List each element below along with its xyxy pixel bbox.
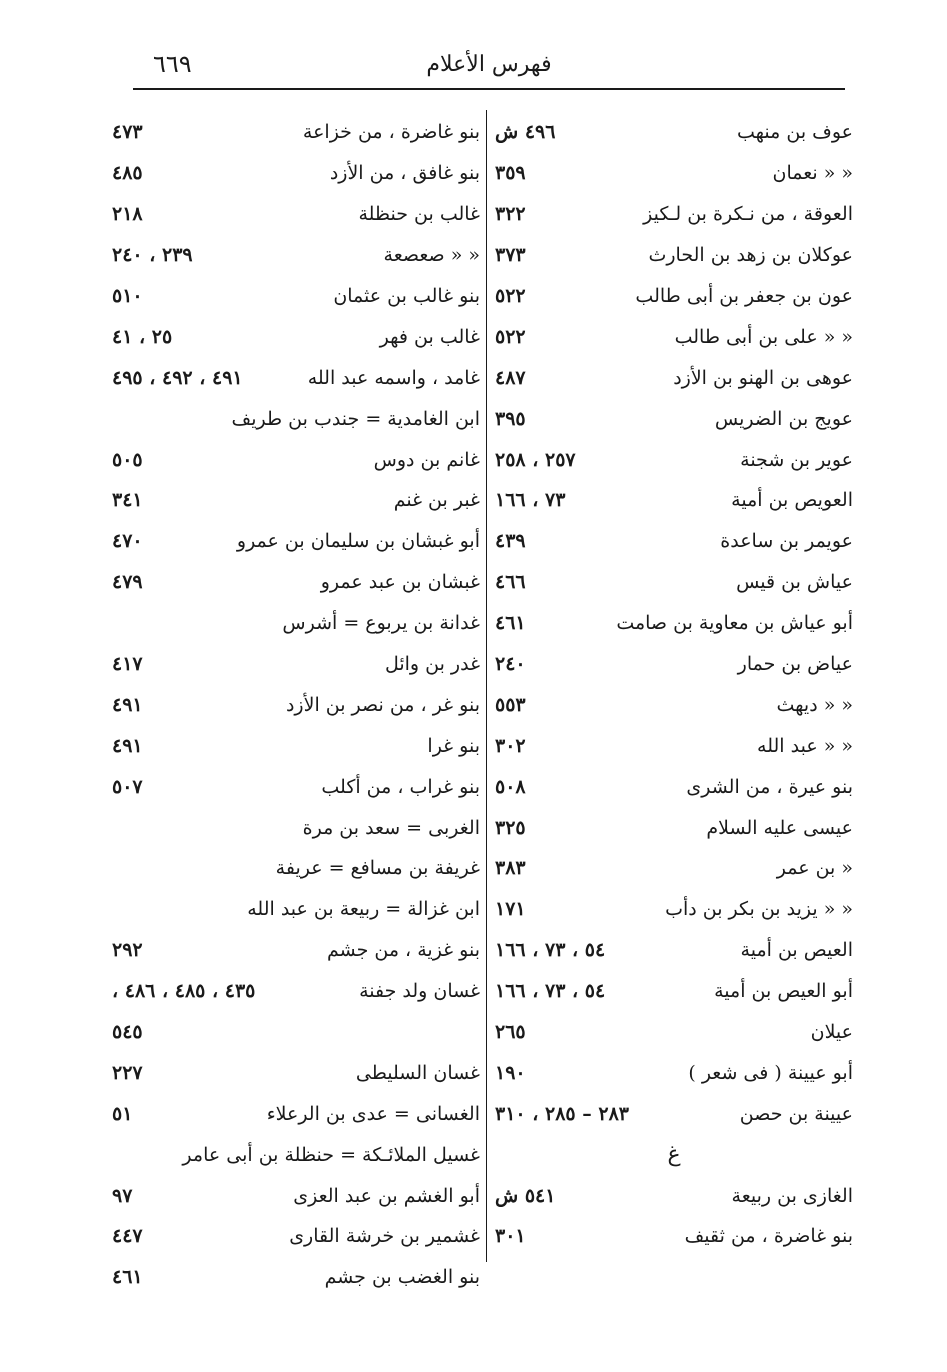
index-entry <box>495 357 853 398</box>
entry-pages: ٥٢٢ <box>495 325 526 348</box>
entry-name: « « صعصعة <box>383 244 480 267</box>
entry-name: ابن الغامدية = جندب بن طريف <box>231 407 480 430</box>
entry-pages: ٣٧٣ <box>495 244 526 267</box>
entry-name: عوهى بن الهنو بن الأزد <box>673 366 853 389</box>
index-entry <box>112 603 480 644</box>
index-entry <box>495 398 853 439</box>
entry-pages: ٢٣٩ ، ٢٤٠ <box>112 244 193 267</box>
entry-pages: ٤٩١ <box>112 734 143 757</box>
entry-name: أبو عيينة ( فى شعر ) <box>688 1061 853 1084</box>
entry-pages: ٩٧ <box>112 1184 133 1207</box>
entry-pages: ١٩٠ <box>495 1061 526 1084</box>
entry-pages: ٥٤٥ <box>112 1021 143 1044</box>
entry-pages: ٤٣٩ <box>495 530 526 553</box>
entry-pages: ١٧١ <box>495 898 526 921</box>
index-entry <box>495 276 853 317</box>
entry-pages: ٤٦٦ <box>495 571 526 594</box>
entry-name: غريفة بن مسافع = عريفة <box>275 857 480 880</box>
entry-name: أبو غبشان بن سليمان بن عمرو <box>236 530 480 553</box>
page-header <box>133 48 845 88</box>
index-entry <box>112 153 480 194</box>
entry-pages: ٢٥ ، ٤١ <box>112 325 173 348</box>
entry-name: أبو العيص بن أمية <box>714 980 853 1003</box>
header-rule <box>133 88 845 90</box>
section-letter-heading <box>495 1134 853 1175</box>
entry-name: عون بن جعفر بن أبى طالب <box>635 285 853 307</box>
index-entry <box>112 521 480 562</box>
entry-pages: ٥٠٨ <box>495 775 526 798</box>
entry-pages: ٢٨٣ – ٢٨٥ ، ٣١٠ <box>495 1102 629 1125</box>
index-entry <box>495 766 853 807</box>
index-entry <box>495 194 853 235</box>
index-entry <box>112 1052 480 1093</box>
entry-pages: ٣٢٥ <box>495 816 526 839</box>
entry-name: بنو غرا <box>427 734 480 757</box>
index-entry <box>112 807 480 848</box>
entry-name: العيص بن أمية <box>740 939 853 962</box>
entry-pages: ٤٣٥ ، ٤٨٥ ، ٤٨٦ ، <box>112 980 256 1003</box>
index-entry <box>112 562 480 603</box>
entry-name: العوقة ، من نـكرة بن لـكيز <box>643 203 853 226</box>
entry-name: « بن عمر <box>776 857 853 880</box>
entry-name: « « نعمان <box>772 162 853 185</box>
entry-pages: ٤٧٠ <box>112 530 143 553</box>
entry-pages: ٧٣ ، ١٦٦ <box>495 489 566 512</box>
entry-pages: ٣٠١ <box>495 1225 526 1248</box>
left-column <box>112 112 480 1298</box>
index-entry <box>495 848 853 889</box>
entry-pages: ٢٢٧ <box>112 1061 143 1084</box>
entry-pages: ٤٧٣ <box>112 121 143 144</box>
entry-name: بنو غراب ، من أكلب <box>321 775 480 798</box>
index-entry <box>112 1093 480 1134</box>
entry-name: غالب بن فهر <box>379 325 480 348</box>
entry-pages: ٢٥٧ ، ٢٥٨ <box>495 448 576 471</box>
entry-name: « « يزيد بن بكر بن دأب <box>665 898 853 921</box>
entry-name: غدانة بن يربوع = أشرس <box>282 612 480 635</box>
index-entry <box>495 1093 853 1134</box>
index-entry <box>495 1012 853 1053</box>
entry-name: عيسى عليه السلام <box>706 816 853 839</box>
index-entry <box>112 1216 480 1257</box>
index-entry <box>112 1134 480 1175</box>
entry-pages: ٢٩٢ <box>112 939 143 962</box>
entry-name: ابن غزالة = ربيعة بن عبد الله <box>247 898 480 921</box>
entry-name: عياض بن حمار <box>737 653 853 676</box>
entry-pages: ٤٨٥ <box>112 162 143 185</box>
entry-pages: ٣٤١ <box>112 489 143 512</box>
entry-pages: ٣٥٩ <box>495 162 526 185</box>
entry-pages: ٥١٠ <box>112 285 143 307</box>
entry-name: غبر بن غنم <box>393 489 480 512</box>
index-entry <box>112 439 480 480</box>
index-entry <box>495 1175 853 1216</box>
index-entry <box>112 848 480 889</box>
entry-pages: ٤١٧ <box>112 653 143 676</box>
entry-pages: ٥٤١ ش <box>495 1184 556 1207</box>
entry-name: عياش بن قيس <box>736 571 853 594</box>
entry-pages: ٤٩١ <box>112 693 143 716</box>
entry-pages: ٣٨٣ <box>495 857 526 880</box>
index-entry <box>112 766 480 807</box>
entry-name: عوير بن شجنة <box>740 448 853 471</box>
index-entry <box>495 562 853 603</box>
index-entry <box>112 316 480 357</box>
entry-pages: ٤٩٦ ش <box>495 121 556 144</box>
index-entry <box>112 684 480 725</box>
running-title: فهرس الأعلام <box>426 52 552 77</box>
index-entry <box>112 276 480 317</box>
entry-pages: ٤٤٧ <box>112 1225 143 1248</box>
entry-pages: ٥٠٥ <box>112 448 143 471</box>
entry-name: بنو غافق ، من الأزد <box>329 162 480 185</box>
index-entry <box>495 644 853 685</box>
entry-name: عيينة بن حصن <box>739 1102 853 1125</box>
entry-name: بنو غزية ، من جشم <box>326 939 480 962</box>
entry-name: بنو غالب بن عثمان <box>333 285 480 307</box>
entry-pages: ٣٢٢ <box>495 203 526 226</box>
index-entry <box>112 930 480 971</box>
entry-name: غسان ولد جفنة <box>359 980 480 1003</box>
index-entry <box>495 889 853 930</box>
entry-name: بنو غاضرة ، من ثقيف <box>684 1225 853 1248</box>
entry-name: بنو غر ، من نصر بن الأزد <box>285 693 480 716</box>
page-number: ٦٦٩ <box>153 50 192 78</box>
index-entry <box>112 1012 480 1053</box>
index-entry <box>112 357 480 398</box>
entry-name: بنو غاضرة ، من خزاعة <box>302 121 480 144</box>
index-entry <box>495 971 853 1012</box>
entry-name: غالب بن حنظلة <box>358 203 480 226</box>
entry-pages: ٣٩٥ <box>495 407 526 430</box>
entry-name: « « على بن أبى طالب <box>674 325 853 348</box>
entry-name: الغربى = سعد بن مرة <box>302 816 480 839</box>
entry-pages: ٥٢٢ <box>495 285 526 307</box>
index-entry <box>495 930 853 971</box>
column-divider <box>486 110 487 1262</box>
index-entry <box>112 1175 480 1216</box>
index-entry <box>112 725 480 766</box>
entry-pages: ٢٤٠ <box>495 653 526 676</box>
index-entry <box>495 725 853 766</box>
entry-pages: ٣٠٢ <box>495 734 526 757</box>
entry-pages: ٤٨٧ <box>495 366 526 389</box>
entry-pages: ٥٥٣ <box>495 693 526 716</box>
index-entry <box>112 112 480 153</box>
entry-name: عيلان <box>810 1021 853 1044</box>
index-entry <box>495 153 853 194</box>
entry-name: بنو الغضب بن جشم <box>324 1266 480 1289</box>
entry-name: الغازى بن ربيعة <box>731 1184 853 1207</box>
entry-pages: ٢٦٥ <box>495 1021 526 1044</box>
index-entry <box>495 439 853 480</box>
index-entry <box>495 112 853 153</box>
entry-name: بنو عيرة ، من الشرى <box>686 775 853 798</box>
entry-pages: ٤٩١ ، ٤٩٢ ، ٤٩٥ <box>112 366 243 389</box>
index-entry <box>495 480 853 521</box>
entry-name: أبو الغشم بن عبد العزى <box>293 1184 480 1207</box>
index-entry <box>112 1257 480 1298</box>
entry-pages: ٤٦١ <box>495 612 526 635</box>
index-entry <box>495 807 853 848</box>
entry-pages: ٥٠٧ <box>112 775 143 798</box>
index-entry <box>495 521 853 562</box>
entry-name: غدر بن وائل <box>384 653 480 676</box>
entry-name: « « عبد الله <box>757 734 853 757</box>
entry-name: « « ديهث <box>776 693 853 716</box>
entry-pages: ٤٧٩ <box>112 571 143 594</box>
entry-name: الغسانى = عدى بن الرعلاء <box>266 1102 480 1125</box>
entry-name: عويج بن الضريس <box>714 407 853 430</box>
section-letter: غ <box>667 1142 681 1168</box>
index-entry <box>112 398 480 439</box>
index-entry <box>112 971 480 1012</box>
index-entry <box>112 235 480 276</box>
index-entry <box>495 235 853 276</box>
entry-pages: ٥٤ ، ٧٣ ، ١٦٦ <box>495 939 606 962</box>
index-entry <box>495 316 853 357</box>
index-entry <box>112 480 480 521</box>
index-entry <box>495 603 853 644</box>
entry-name: عوكلان بن زهد بن الحارث <box>648 244 853 267</box>
index-entry <box>495 684 853 725</box>
entry-name: غسيل الملائـكة = حنظلة بن أبى عامر <box>182 1143 480 1166</box>
right-column <box>495 112 853 1257</box>
index-entry <box>112 644 480 685</box>
index-entry <box>112 889 480 930</box>
entry-name: غامد ، واسمه عبد الله <box>307 366 480 389</box>
entry-name: غانم بن دوس <box>373 448 480 471</box>
entry-name: غسان السليطى <box>355 1061 480 1084</box>
entry-name: غشمير بن خرشة القارى <box>289 1225 480 1248</box>
index-entry <box>495 1216 853 1257</box>
entry-pages: ٤٦١ <box>112 1266 143 1289</box>
entry-name: عوف بن منهب <box>736 121 853 144</box>
entry-pages: ٥٤ ، ٧٣ ، ١٦٦ <box>495 980 606 1003</box>
entry-name: أبو عياش بن معاوية بن صامت <box>616 612 853 635</box>
entry-name: عويمر بن ساعدة <box>720 530 853 553</box>
entry-pages: ٢١٨ <box>112 203 143 226</box>
entry-pages: ٥١ <box>112 1102 133 1125</box>
index-entry <box>495 1052 853 1093</box>
entry-name: العويص بن أمية <box>731 489 853 512</box>
index-entry <box>112 194 480 235</box>
entry-name: غبشان بن عبد عمرو <box>320 571 480 594</box>
